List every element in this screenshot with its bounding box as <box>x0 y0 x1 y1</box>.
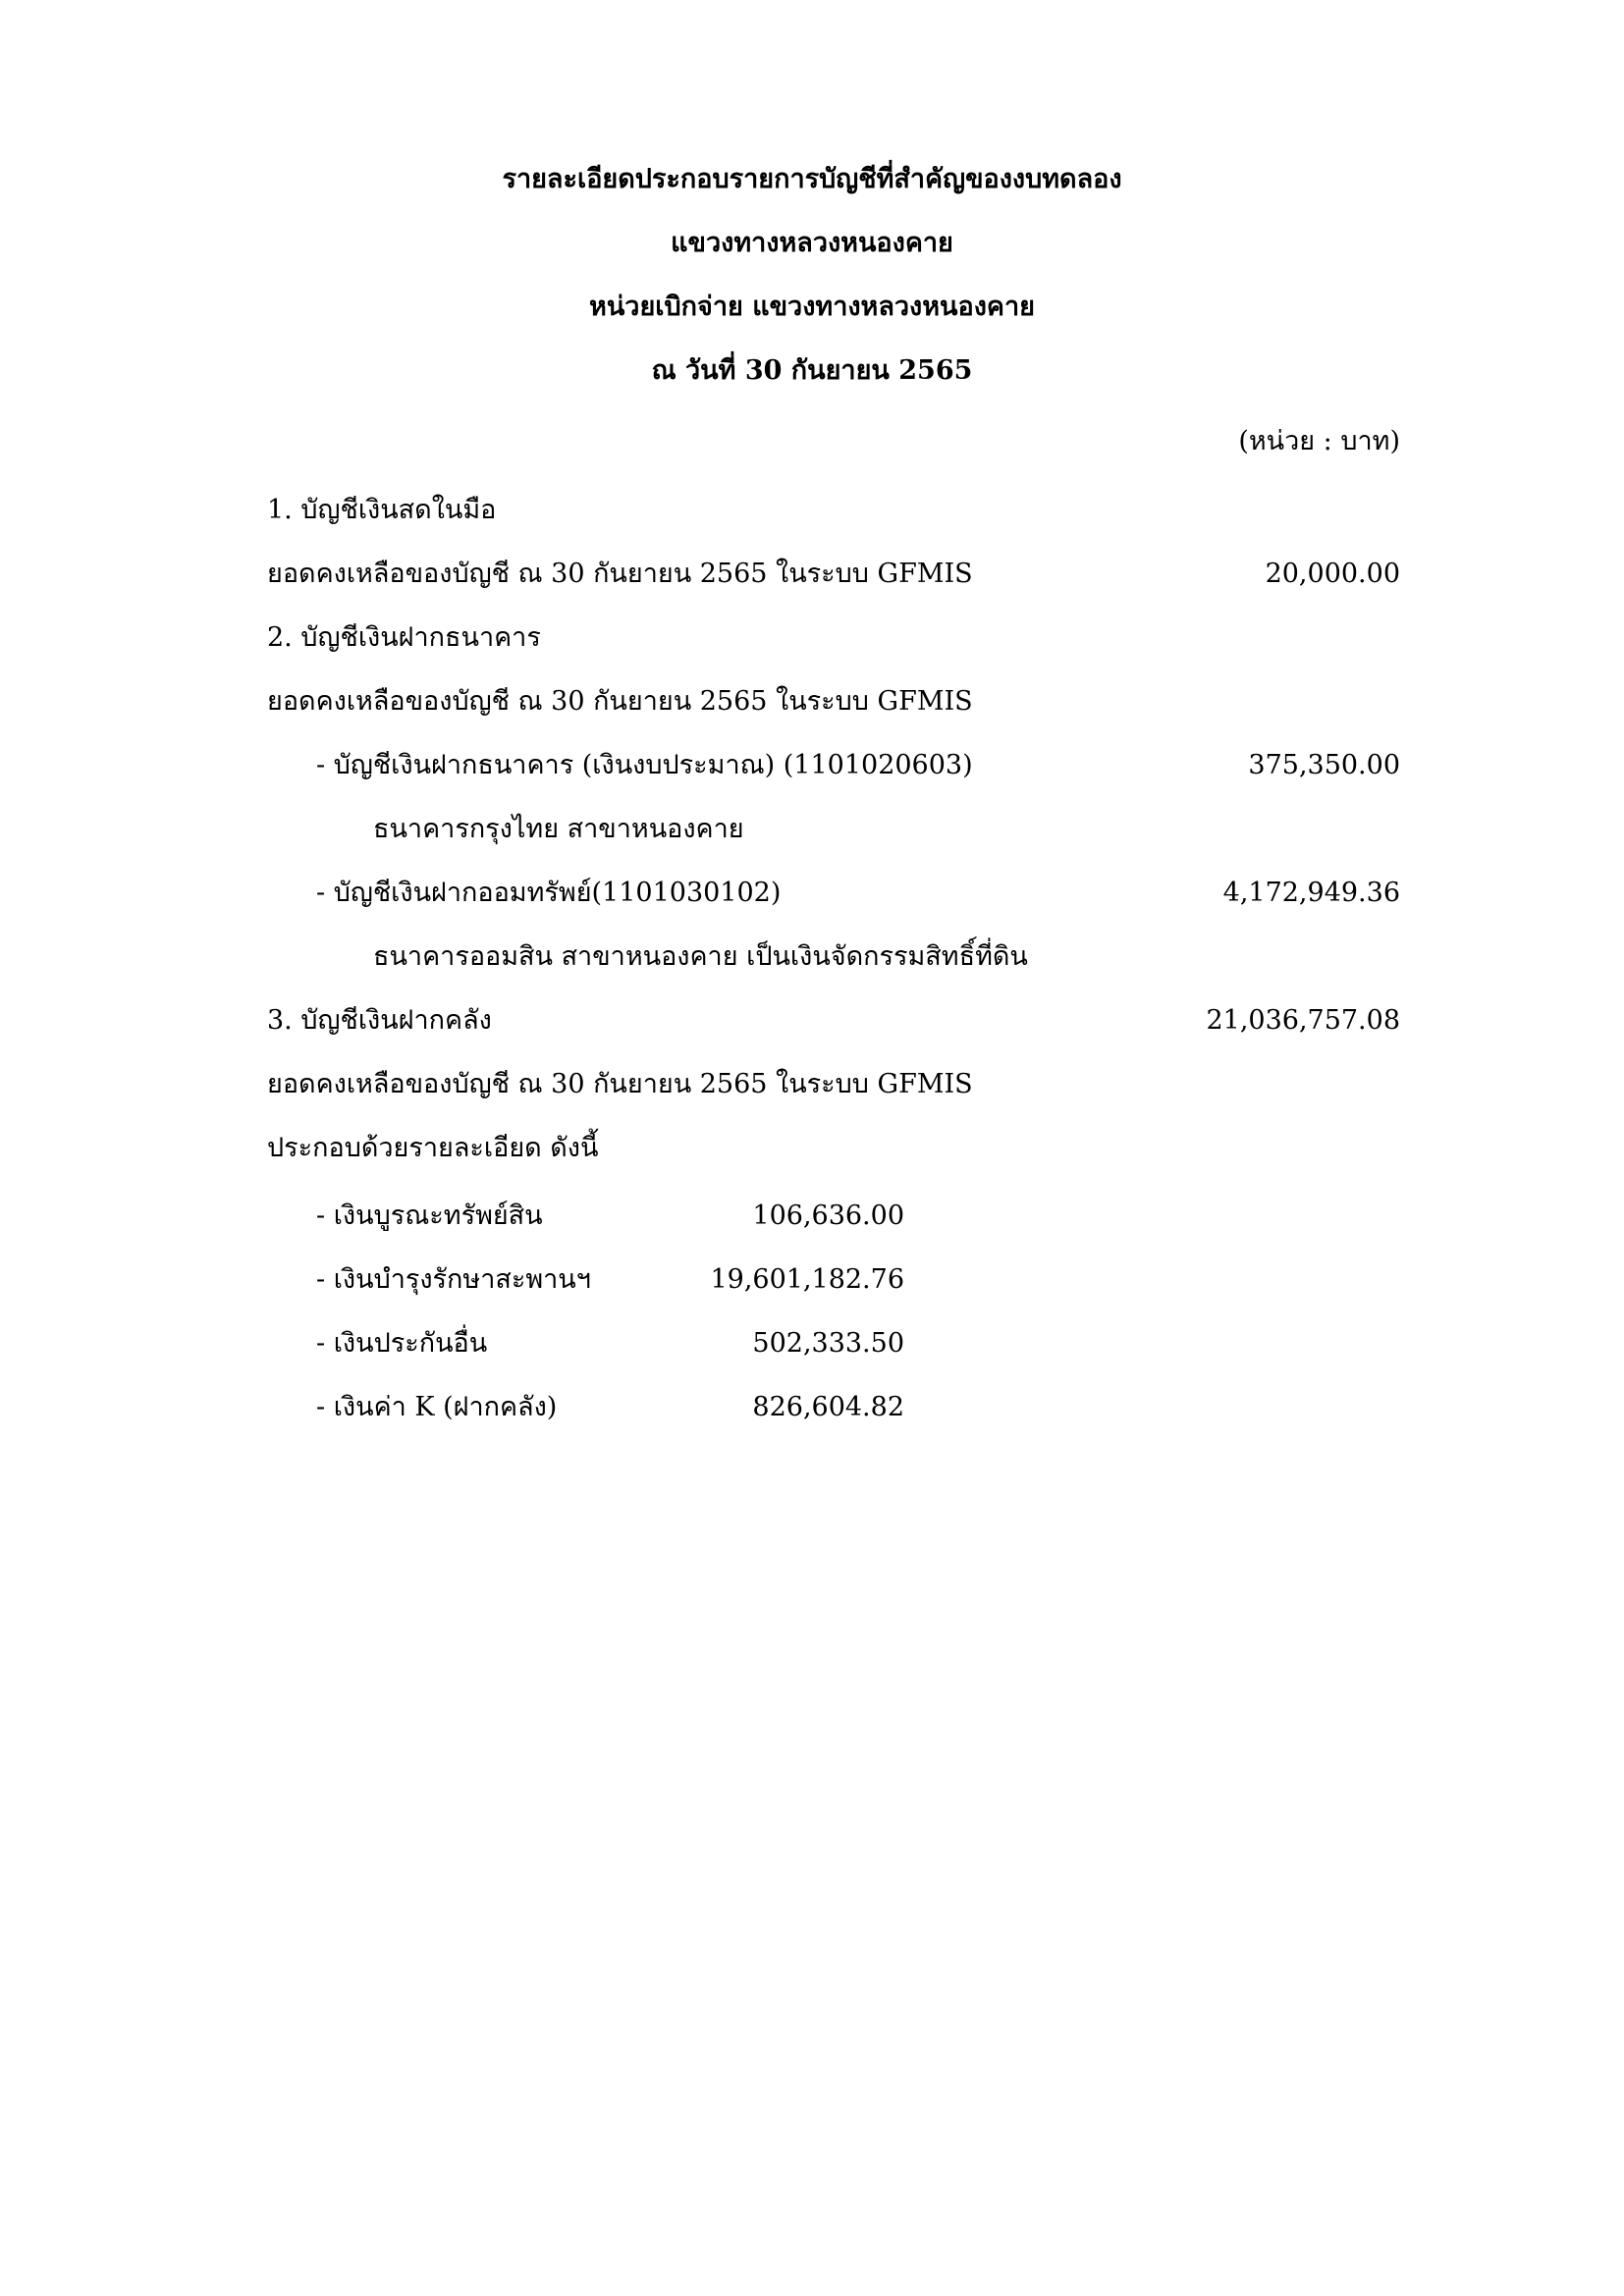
office-name: แขวงทางหลวงหนองคาย <box>671 228 953 258</box>
section3-detail-label: ประกอบด้วยรายละเอียด ดังนี้ <box>267 1133 599 1163</box>
section1-heading-row <box>0 493 1624 532</box>
section2-item-amount: 375,350.00 <box>1248 750 1400 780</box>
section1-balance-label: ยอดคงเหลือของบัญชี ณ 30 กันยายน 2565 ในระบบ GFMIS <box>267 559 973 589</box>
section3-detail-row <box>0 1131 1624 1170</box>
section3-item-label: - เงินค่า K (ฝากคลัง) <box>316 1392 558 1422</box>
section1-heading: 1. บัญชีเงินสดในมือ <box>267 495 497 525</box>
section2-balance-label: ยอดคงเหลือของบัญชี ณ 30 กันยายน 2565 ในระบบ GFMIS <box>267 686 973 717</box>
section1-amount: 20,000.00 <box>1265 559 1400 589</box>
section3-item-row <box>0 1262 1624 1302</box>
report-date: ณ วันที่ 30 กันยายน 2565 <box>651 355 973 386</box>
section3-item-row <box>0 1326 1624 1365</box>
section3-item-label: - เงินบูรณะทรัพย์สิน <box>316 1201 543 1231</box>
section3-balance-row <box>0 1067 1624 1106</box>
section3-amount: 21,036,757.08 <box>1206 1005 1400 1036</box>
section3-balance-label: ยอดคงเหลือของบัญชี ณ 30 กันยายน 2565 ในระบบ GFMIS <box>267 1069 973 1099</box>
section3-item-label: - เงินบำรุงรักษาสะพานฯ <box>316 1264 591 1295</box>
section1-balance-row <box>0 557 1624 596</box>
section3-item-row <box>0 1390 1624 1429</box>
section2-item-note-row <box>0 939 1624 979</box>
section2-heading: 2. บัญชีเงินฝากธนาคาร <box>267 622 541 653</box>
section2-item-label: - บัญชีเงินฝากออมทรัพย์(1101030102) <box>316 878 782 908</box>
section3-item-label: - เงินประกันอื่น <box>316 1328 488 1359</box>
section2-heading-row <box>0 620 1624 660</box>
section3-item-amount: 19,601,182.76 <box>710 1264 904 1295</box>
section3-heading-row <box>0 1003 1624 1042</box>
section3-item-amount: 502,333.50 <box>752 1328 904 1359</box>
section3-heading: 3. บัญชีเงินฝากคลัง <box>267 1005 492 1036</box>
section2-item-note: ธนาคารกรุงไทย สาขาหนองคาย <box>373 814 744 844</box>
section2-item-note-row <box>0 812 1624 851</box>
section3-item-amount: 826,604.82 <box>752 1392 904 1422</box>
section2-item-label: - บัญชีเงินฝากธนาคาร (เงินงบประมาณ) (1101020603) <box>316 750 973 780</box>
report-title: รายละเอียดประกอบรายการบัญชีที่สำคัญของงบทดลอง <box>502 164 1122 194</box>
section2-item-row <box>0 748 1624 787</box>
disbursement-unit: หน่วยเบิกจ่าย แขวงทางหลวงหนองคาย <box>589 292 1035 322</box>
unit-label: (หน่วย : บาท) <box>1238 426 1400 456</box>
section2-item-amount: 4,172,949.36 <box>1222 878 1400 908</box>
section3-item-amount: 106,636.00 <box>752 1201 904 1231</box>
section2-balance-row <box>0 684 1624 723</box>
section2-item-note: ธนาคารออมสิน สาขาหนองคาย เป็นเงินจัดกรรมสิทธิ์ที่ดิน <box>373 941 1028 972</box>
section2-item-row <box>0 876 1624 915</box>
section3-item-row <box>0 1199 1624 1238</box>
